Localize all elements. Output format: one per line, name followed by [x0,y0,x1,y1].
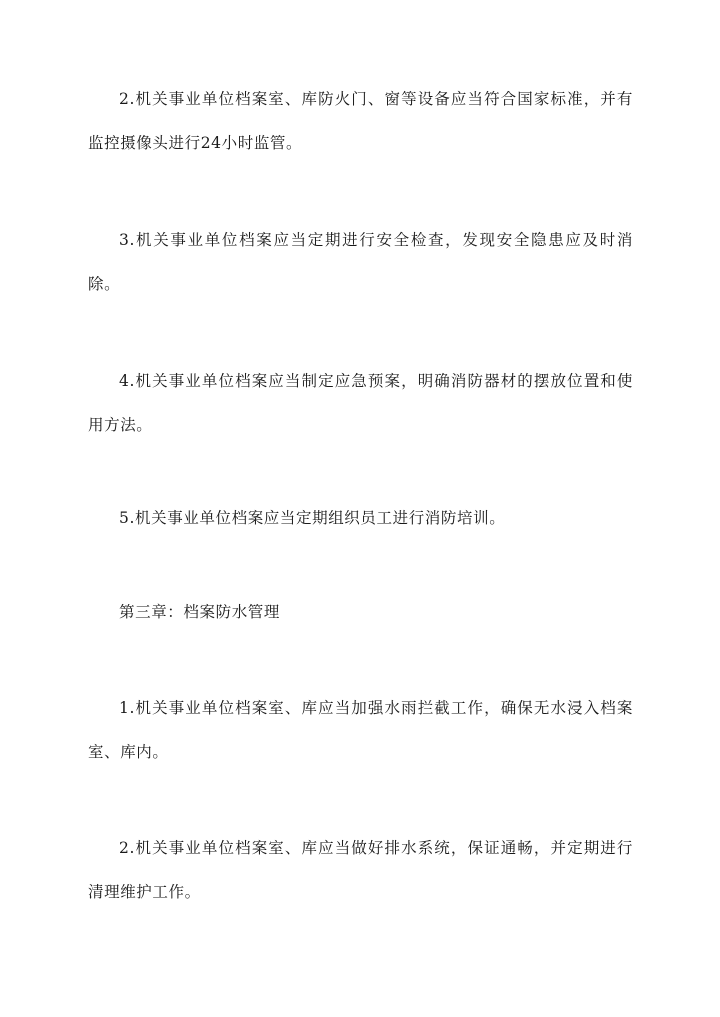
chapter-paragraph-item-1: 1.机关事业单位档案室、库应当加强水雨拦截工作，确保无水浸入档案室、库内。 [88,699,633,761]
chapter-heading: 第三章：档案防水管理 [119,603,281,621]
paragraph-item-5: 5.机关事业单位档案应当定期组织员工进行消防培训。 [119,509,506,527]
paragraph-item-3: 3.机关事业单位档案应当定期进行安全检查，发现安全隐患应及时消除。 [88,231,633,293]
chapter-paragraph-item-2: 2.机关事业单位档案室、库应当做好排水系统，保证通畅，并定期进行清理维护工作。 [88,839,633,901]
paragraph-item-2: 2.机关事业单位档案室、库防火门、窗等设备应当符合国家标准，并有监控摄像头进行24小时监管。 [88,90,633,152]
paragraph-item-4: 4.机关事业单位档案应当制定应急预案，明确消防器材的摆放位置和使用方法。 [88,372,633,434]
